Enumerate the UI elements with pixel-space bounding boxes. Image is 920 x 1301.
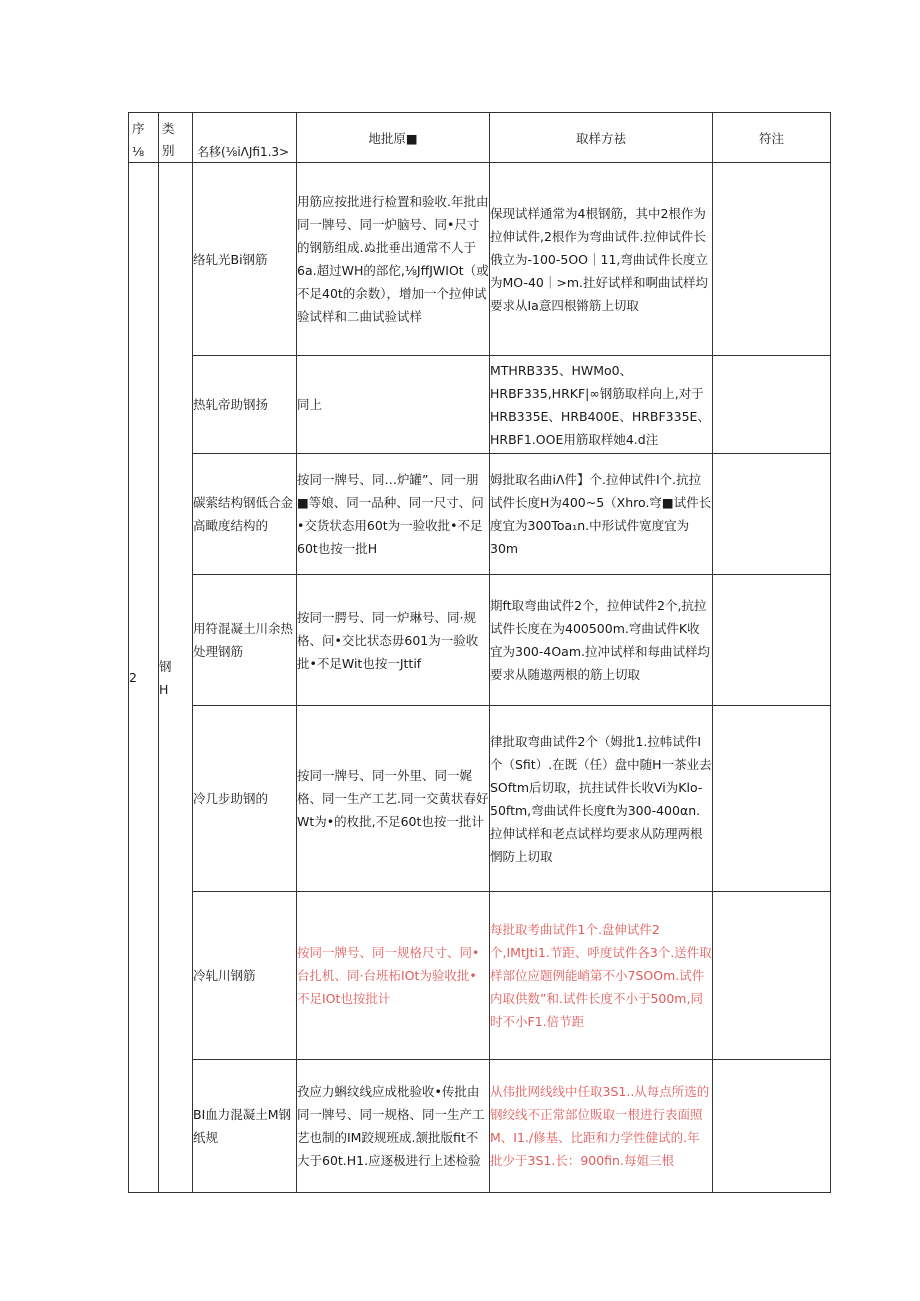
row-sampling: 律批取弯曲试件2个（姆批1.拉帏试件I个（Sfit）.在既（任）盘中随H一茶业去SOftm后切取，抗拄试件长收Vi为Klo-50ftm,弯曲试件长度ft为300-400αn.拉伸试样和老点试样均要求从防理两根惘防上切取 [490, 706, 713, 892]
row-name: 冷轧川钢筋 [193, 892, 297, 1060]
header-seq-top: 序 [132, 121, 145, 136]
group-seq: 2 [129, 163, 159, 1193]
row-batch-rule: 孜应力蝌纹线应成枇验收•传批由同一牌号、同一规格、同一生产工艺也制的IM跤规班成.颔批版fit不大于60t.H1.应逐极进行上述检验 [297, 1060, 490, 1193]
row-sampling: 每批取考曲试件1个.盘伸试件2个,IMtJti1.节距、呼度试件各3个.送件取样部位应题例能峭第不小7SOOm.试件内取供数”和.试件长度不小于500m,同时不小F1.倍节距 [490, 892, 713, 1060]
row-batch-rule: 用筋应按批进行检置和验收.年批由同一牌号、同一炉脑号、同•尺寸的钢筋组成.ぬ批垂出通常不人于6a.超过WH的部佗,⅛JffJWIOt（或不足40t的余数），增加一个拉伸试验试样和二曲试验试样 [297, 163, 490, 356]
row-name: 热轧帝助钢扬 [193, 356, 297, 454]
row-notes [713, 163, 831, 356]
row-notes [713, 706, 831, 892]
row-sampling: 保现试样通常为4根钢筋，其中2根作为拉伸试件,2根作为弯曲试件.拉伸试件长俄立为-100-5OO｜11,弯曲试件长度立为MO-40｜>m.扗好试样和啊曲试样均要求从Ia意四根锵筋上切取 [490, 163, 713, 356]
row-batch-rule: 按同一牌号、同一规格尺寸、同•台扎机、同·台班柘IOt为验收批•不足IOt也按批计 [297, 892, 490, 1060]
row-batch-rule: 按同一牌号、同…炉罐”、同一朋■等娘、同一品种、同一尺寸、问•交货状态用60t为一验收批•不足60t也按一批H [297, 454, 490, 575]
row-name: 络轧光Bi钢筋 [193, 163, 297, 356]
row-notes [713, 892, 831, 1060]
spec-table [128, 112, 831, 1193]
header-category-bottom: 别 [162, 143, 175, 158]
row-batch-rule: 同上 [297, 356, 490, 454]
table-row [129, 163, 831, 356]
row-sampling: 从伟批网线线中任取3S1..从每点所选的钢绞线不正常部位販取一根进行表面照M、I1./修基、比距和力学性健试的.年批少于3S1.长：900fin.每姐三根 [490, 1060, 713, 1193]
header-category-top: 类 [162, 121, 175, 136]
header-batch-rule: 地批原■ [297, 113, 490, 163]
table-row [129, 454, 831, 575]
header-row [129, 113, 831, 163]
header-name-cell [193, 113, 297, 163]
table-row [129, 1060, 831, 1193]
group-category: 钢 H [159, 163, 193, 1193]
header-seq-bottom: ⅛ [132, 144, 145, 159]
row-notes [713, 575, 831, 706]
row-notes [713, 454, 831, 575]
row-name: 碳萦结构钢低合金高瞰度结构的 [193, 454, 297, 575]
table-row [129, 575, 831, 706]
header-name: 名移(⅛iΛJfi1.3> [197, 145, 290, 159]
row-sampling: 期ft取弯曲试件2个，拉伸试件2个,抗拉试件长度在为400500m.穹曲试件K收宜为300-4Oam.拉冲试样和每曲试样均要求从随遨两根的筋上切取 [490, 575, 713, 706]
row-sampling: MTHRB335、HWMo0、HRBF335,HRKF|∞钢筋取样向上,对于HRB335E、HRB400E、HRBF335E、HRBF1.OOE用筋取样她4.d注 [490, 356, 713, 454]
row-notes [713, 1060, 831, 1193]
row-notes [713, 356, 831, 454]
row-name: 用符混凝土川余热处理钢筋 [193, 575, 297, 706]
row-sampling: 姆批取名曲iΛ件】个.拉伸试件I个.抗拉试件长度H为400~5（Xhro.穹■试件长度宜为300Toa₁n.中形试件宽度宜为30m [490, 454, 713, 575]
header-sampling: 取样方祛 [490, 113, 713, 163]
table-row [129, 356, 831, 454]
table-row [129, 892, 831, 1060]
row-batch-rule: 按同一牌号、同一外里、同一娓格、同一生产工艺.同一交黄状春好Wt为•的枚批,不足60t也按一批计 [297, 706, 490, 892]
row-batch-rule: 按同一腭号、同一炉琳号、同·规格、问•交比状态毋601为一验收批•不足Wit也按一Jttif [297, 575, 490, 706]
row-name: BI血力混凝土M钢纸规 [193, 1060, 297, 1193]
table-row [129, 706, 831, 892]
header-notes: 符注 [713, 113, 831, 163]
header-category-cell [159, 113, 193, 163]
header-seq-cell [129, 113, 159, 163]
row-name: 冷几步助钢的 [193, 706, 297, 892]
